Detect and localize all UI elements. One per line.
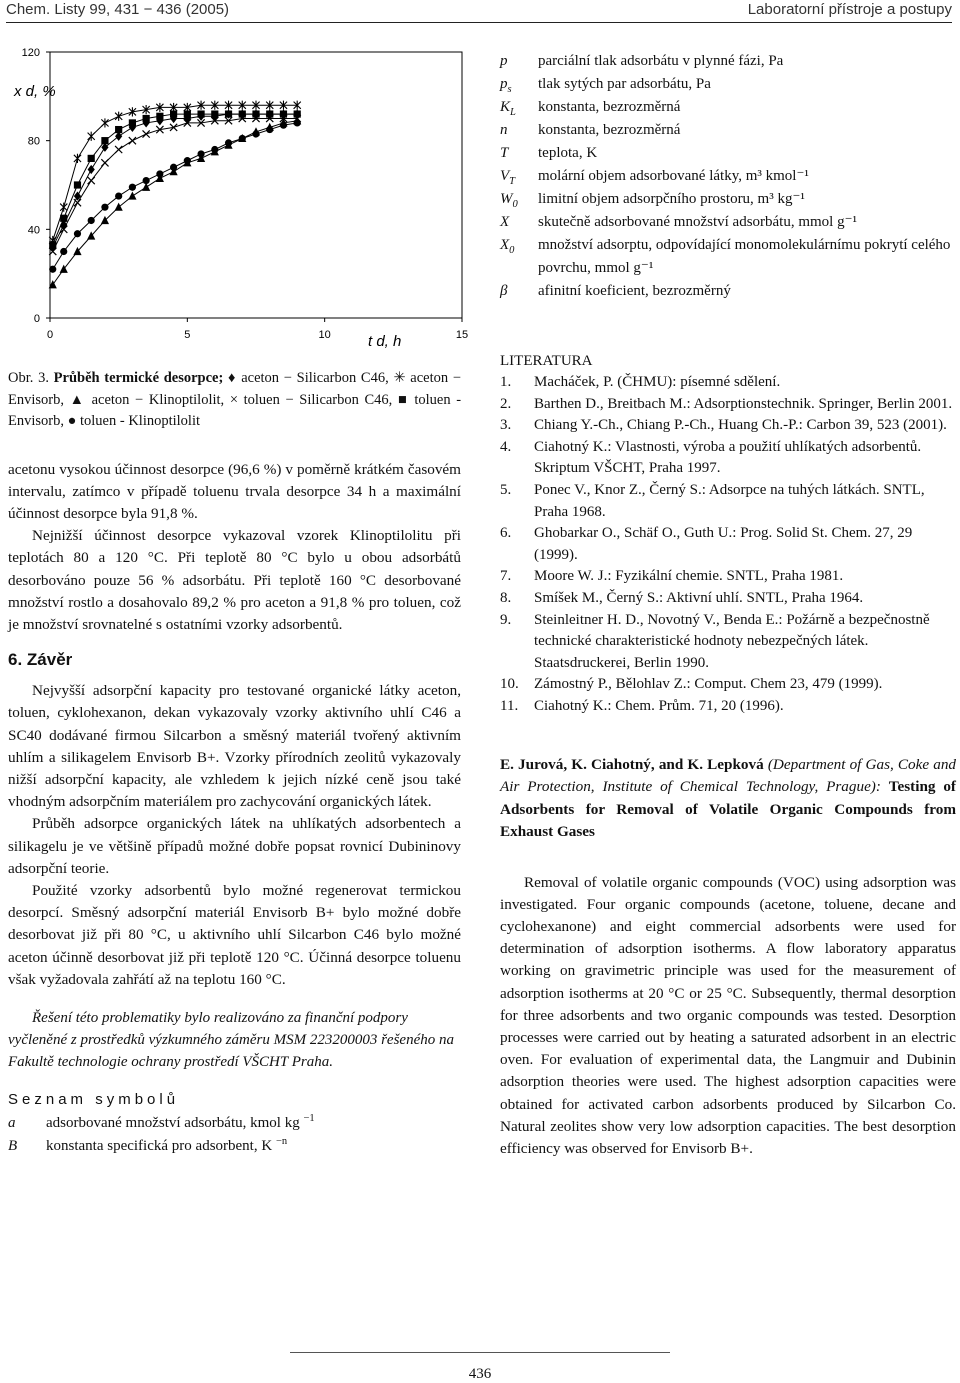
- reference-item: [500, 610, 956, 675]
- reference-number: 7.: [500, 568, 512, 585]
- symbol-row: [500, 280, 956, 303]
- legend-star-icon: ✳: [393, 370, 406, 386]
- reference-text: Macháček, P. (ČHMU): písemné sdělení.: [534, 374, 781, 390]
- star-marker: [60, 203, 67, 212]
- circle-marker: [294, 119, 301, 126]
- symbol-value: skutečně adsorbované množství adsorbátu, mmol g⁻¹: [538, 214, 858, 230]
- symbol-key: X: [500, 214, 510, 230]
- x-marker: [143, 130, 150, 137]
- chart-axes: [22, 47, 468, 341]
- symbol-row: [500, 50, 956, 73]
- symbol-key: n: [500, 122, 508, 138]
- reference-text: Chiang Y.-Ch., Chiang P.-Ch., Huang Ch.-P.: Carbon 39, 523 (2001).: [534, 417, 947, 434]
- reference-text: Moore W. J.: Fyzikální chemie. SNTL, Praha 1981.: [534, 568, 844, 585]
- legend-item: aceton − Klinoptilolit,: [91, 391, 225, 408]
- plot-frame: [50, 52, 462, 318]
- reference-item: [500, 523, 956, 566]
- x-axis-label: t d, h: [368, 333, 402, 350]
- reference-item: [500, 480, 956, 523]
- symbol-row: [8, 1135, 461, 1158]
- square-marker: [211, 110, 218, 117]
- symbol-value: konstanta, bezrozměrná: [538, 122, 681, 138]
- reference-number: 8.: [500, 589, 512, 606]
- circle-marker: [170, 164, 177, 171]
- square-marker: [88, 155, 95, 162]
- desorption-chart: [0, 40, 470, 360]
- square-marker: [280, 110, 287, 117]
- symbol-value: afinitní koeficient, bezrozměrný: [538, 283, 731, 299]
- circle-marker: [129, 184, 136, 191]
- legend-item: aceton − Silicarbon C46,: [241, 370, 389, 386]
- symbol-row: [8, 1112, 461, 1135]
- legend-item: toluen - Envisorb,: [8, 391, 462, 429]
- reference-text: Ciahotný K.: Vlastnosti, výroba a použití uhlíkatých adsorbentů. Skriptum VŠCHT, Praha 1997.: [534, 438, 922, 477]
- reference-text: Zámostný P., Bělohlav Z.: Comput. Chem 23, 479 (1999).: [534, 676, 883, 693]
- square-marker: [74, 181, 81, 188]
- symbol-value: parciální tlak adsorbátu v plynné fázi, Pa: [538, 53, 784, 69]
- symbol-key: B: [8, 1137, 18, 1154]
- symbol-value: limitní objem adsorpčního prostoru, m³ kg⁻¹: [538, 191, 805, 207]
- series-line: [53, 121, 297, 285]
- acknowledgement: Řešení této problematiky bylo realizováno za finanční podpory vyčleněné z prostředků výzkumného záměru MSM 223200003 řešeného na Fakultě technologie ochrany prostředí VŠCHT Praha.: [8, 1009, 454, 1070]
- section-name: Laboratorní přístroje a postupy: [747, 1, 952, 18]
- literature-heading: LITERATURA: [500, 353, 593, 369]
- reference-item: [500, 696, 956, 718]
- circle-marker: [225, 139, 232, 146]
- circle-marker: [74, 230, 81, 237]
- square-marker: [129, 119, 136, 126]
- legend-diamond-icon: ♦: [228, 370, 237, 386]
- reference-number: 10.: [500, 676, 519, 693]
- symbol-key: $V_T$: [500, 168, 516, 187]
- x-tick-label: 5: [184, 329, 191, 341]
- circle-marker: [49, 266, 56, 273]
- circle-marker: [280, 122, 287, 129]
- authors: E. Jurová, K. Ciahotný, and K. Lepková: [500, 755, 764, 773]
- circle-marker: [252, 130, 259, 137]
- english-abstract-block: [500, 754, 956, 844]
- square-marker: [170, 110, 177, 117]
- reference-list: [500, 372, 956, 718]
- star-marker: [115, 112, 122, 121]
- symbol-key: β: [500, 283, 508, 299]
- circle-marker: [184, 157, 191, 164]
- paragraph: Nejnižší účinnost desorpce vykazoval vzorek Klinoptilolitu při teplotách 80 a 120 °C. Při teplotě 80 °C bylo u obou adsorbátů desorbováno pouze 56 % adsorbátu. Při teplotě 160 °C desorbované množství rostlo a dosahovalo 89,2 % pro aceton a 91,8 % pro toluen, což je množství srovnatelné s ostatními vzorky adsorbentů.: [8, 527, 461, 633]
- square-marker: [294, 110, 301, 117]
- symbol-key: p: [500, 53, 508, 69]
- series-square: [49, 110, 301, 248]
- paragraph: Průběh adsorpce organických látek na uhlíkatých adsorbentech a silikagelu je ve většině případů možné dobře popsat rovnicí Dubininovy adsorpční teorie.: [8, 815, 461, 877]
- symbol-row: [500, 211, 956, 234]
- symbol-row: [500, 142, 956, 165]
- reference-item: [500, 588, 956, 610]
- x-tick-label: 15: [455, 329, 469, 341]
- square-marker: [197, 110, 204, 117]
- symbol-value: teplota, K: [538, 145, 598, 161]
- circle-marker: [266, 126, 273, 133]
- caption-label: Obr. 3.: [8, 370, 49, 386]
- triangle-marker: [115, 203, 123, 211]
- legend-square-icon: ■: [397, 391, 409, 408]
- paragraph: Použité vzorky adsorbentů bylo možné regenerovat termickou desorpcí. Směsný adsorpční materiál Envisorb B+ bylo možné dobře desorbovat již při 80 °C, u aktivního uhlí Silcarbon C46 bylo možné aceton účinně desorbovat již při teplotě 120 °C. Účinná desorpce toluenu však vyžadovala zahřátí až na teplotu 160 °C.: [8, 881, 461, 988]
- legend-triangle-icon: ▲: [69, 391, 86, 408]
- y-tick-label: 40: [27, 224, 40, 237]
- reference-text: Steinleitner H. D., Novotný V., Benda E.: Požárně a bezpečnostně technické charakteristické hodnoty nebezpečných látek. Staatsdruckerei, Berlin 1990.: [534, 611, 930, 671]
- symbol-key: T: [500, 145, 509, 161]
- symbol-row: [500, 96, 956, 119]
- reference-number: 2.: [500, 395, 512, 412]
- square-marker: [184, 110, 191, 117]
- symbol-key: $W_0$: [500, 191, 518, 210]
- reference-number: 11.: [500, 697, 519, 714]
- reference-item: [500, 437, 956, 480]
- circle-marker: [156, 170, 163, 177]
- left-column: [8, 368, 461, 1158]
- x-tick-label: 10: [318, 329, 331, 341]
- symbol-key: a: [8, 1114, 16, 1131]
- square-marker: [252, 110, 259, 117]
- symbol-value: konstanta, bezrozměrná: [538, 99, 681, 115]
- square-marker: [225, 110, 232, 117]
- star-marker: [74, 154, 81, 163]
- symbol-value: adsorbované množství adsorbátu, kmol kg $^{-1}$: [46, 1112, 315, 1131]
- circle-marker: [101, 204, 108, 211]
- circle-marker: [211, 146, 218, 153]
- circle-marker: [143, 177, 150, 184]
- reference-item: [500, 372, 956, 394]
- legend-item: aceton − Envisorb,: [8, 370, 462, 408]
- legend-item: toluen − Silicarbon C46,: [243, 391, 393, 408]
- symbols-heading: Seznam symbolů: [8, 1090, 180, 1108]
- symbol-row: [500, 119, 956, 142]
- paragraph: Nejvyšší adsorpční kapacity pro testované organické látky aceton, toluen, cyklohexanon, dekan vykazovaly vzorky aktivního uhlí C46 a SC40 dodávané firmou Silcarbon a směsný materiál tvořený aktivním uhlím a silikagelem Envisorb B+. Vzorky přírodních zeolitů vykazovaly nižší adsorpční kapacity, ale vzhledem k jejich nízké ceně jsou také vhodným adsorpčním materiálem pro zachycování organických látek.: [8, 682, 461, 811]
- legend-circle-icon: ●: [67, 413, 77, 429]
- x-marker: [101, 159, 108, 166]
- star-marker: [101, 118, 108, 127]
- section-heading: 6. Závěr: [8, 650, 73, 670]
- affiliation: (Department of Gas, Coke and Air Protection, Institute of Chemical Technology, Prague):: [500, 755, 957, 795]
- square-marker: [115, 126, 122, 133]
- y-axis-label: x d, %: [14, 83, 56, 100]
- symbol-row: [500, 234, 956, 280]
- series-x: [49, 115, 301, 255]
- reference-number: 4.: [500, 438, 512, 455]
- right-column: [500, 50, 956, 1160]
- square-marker: [143, 115, 150, 122]
- y-tick-label: 80: [27, 135, 40, 148]
- figure-caption: [8, 368, 461, 433]
- legend-item: toluen - Klinoptilolit: [80, 413, 201, 429]
- square-marker: [101, 137, 108, 144]
- square-marker: [156, 113, 163, 120]
- y-tick-label: 120: [21, 47, 40, 59]
- reference-number: 6.: [500, 525, 512, 542]
- english-title: Testing of Adsorbents for Removal of Volatile Organic Compounds from Exhaust Gases: [500, 778, 956, 840]
- symbol-key: $X_0$: [500, 237, 515, 256]
- reference-item: [500, 394, 956, 416]
- symbol-row: [500, 165, 956, 188]
- reference-item: [500, 674, 956, 696]
- square-marker: [49, 241, 56, 248]
- reference-number: 3.: [500, 417, 512, 434]
- reference-text: Ghobarkar O., Schäf O., Guth U.: Prog. Solid St. Chem. 27, 29 (1999).: [534, 525, 913, 563]
- symbol-row: [500, 73, 956, 96]
- circle-marker: [88, 217, 95, 224]
- reference-item: [500, 415, 956, 437]
- symbol-row: [500, 188, 956, 211]
- circle-marker: [239, 135, 246, 142]
- triangle-marker: [128, 191, 136, 199]
- square-marker: [60, 215, 67, 222]
- english-abstract: Removal of volatile organic compounds (VOC) using adsorption was investigated. Four organic compounds (acetone, toluene, decane and cyclohexanone) and eight commercial adsorbents were used for determination of adsorption isotherms. A flow laboratory apparatus working on gravimetric principle was used for the measurement of adsorption isotherms at 20 °C or 25 °C. Subsequently, thermal desorption for three adsorbents and two organic compounds was tested. Desorption processes were carried out by heating a saturated adsorbent in an electric oven. For evaluation of experimental data, the Langmuir and Dubinin adsorption theories were used. The highest adsorption capacities were obtained for activated carbon adsorbents produced by Silcarbon Co. Natural zeolites show very low adsorption capacities. The best desorption efficiency was observed for Envisorb B+.: [500, 873, 956, 1157]
- y-tick-label: 0: [33, 313, 40, 325]
- star-marker: [88, 132, 95, 141]
- running-header: [6, 0, 952, 23]
- footer-rule: [290, 1352, 670, 1353]
- reference-text: Ciahotný K.: Chem. Prům. 71, 20 (1996).: [534, 697, 784, 714]
- caption-title: Průběh termické desorpce;: [53, 370, 224, 386]
- symbol-value: molární objem adsorbované látky, m³ kmol⁻¹: [538, 168, 809, 184]
- legend-x-icon: ×: [229, 391, 238, 408]
- x-marker: [115, 146, 122, 153]
- chart-marks: [49, 101, 302, 289]
- reference-text: Smíšek M., Černý S.: Aktivní uhlí. SNTL, Praha 1964.: [534, 589, 864, 606]
- symbols-list: [500, 50, 956, 303]
- x-marker: [129, 137, 136, 144]
- square-marker: [266, 110, 273, 117]
- reference-number: 9.: [500, 611, 512, 628]
- journal-citation: Chem. Listy 99, 431 − 436 (2005): [6, 1, 230, 18]
- series-diamond: [49, 109, 301, 251]
- circle-marker: [60, 248, 67, 255]
- symbol-value: množství adsorptu, odpovídající monomolekulárnímu pokrytí celého povrchu, mmol g⁻¹: [538, 237, 951, 276]
- symbol-value: tlak sytých par adsorbátu, Pa: [538, 76, 711, 92]
- reference-text: Ponec V., Knor Z., Černý S.: Adsorpce na tuhých látkách. SNTL, Praha 1968.: [534, 481, 925, 520]
- page-number: 436: [468, 1366, 492, 1382]
- x-marker: [88, 177, 95, 184]
- symbol-value: konstanta specifická pro adsorbent, K $^{-n}$: [46, 1135, 288, 1154]
- symbol-key: $p_s$: [500, 76, 512, 95]
- circle-marker: [115, 192, 122, 199]
- series-triangle: [49, 116, 302, 288]
- reference-number: 1.: [500, 374, 512, 390]
- reference-number: 5.: [500, 481, 512, 498]
- symbol-key: $K_L$: [500, 99, 516, 118]
- square-marker: [239, 110, 246, 117]
- paragraph: acetonu vysokou účinnost desorpce (96,6 %) v poměrně krátkém časovém intervalu, zatímco v případě toluenu trvala desorpce 34 h a maximální účinnost desorpce byla 91,8 %.: [8, 460, 461, 522]
- reference-item: [500, 566, 956, 588]
- reference-text: Barthen D., Breitbach M.: Adsorptionstechnik. Springer, Berlin 2001.: [534, 395, 953, 412]
- x-tick-label: 0: [46, 329, 54, 341]
- circle-marker: [197, 150, 204, 157]
- series-line: [53, 123, 297, 269]
